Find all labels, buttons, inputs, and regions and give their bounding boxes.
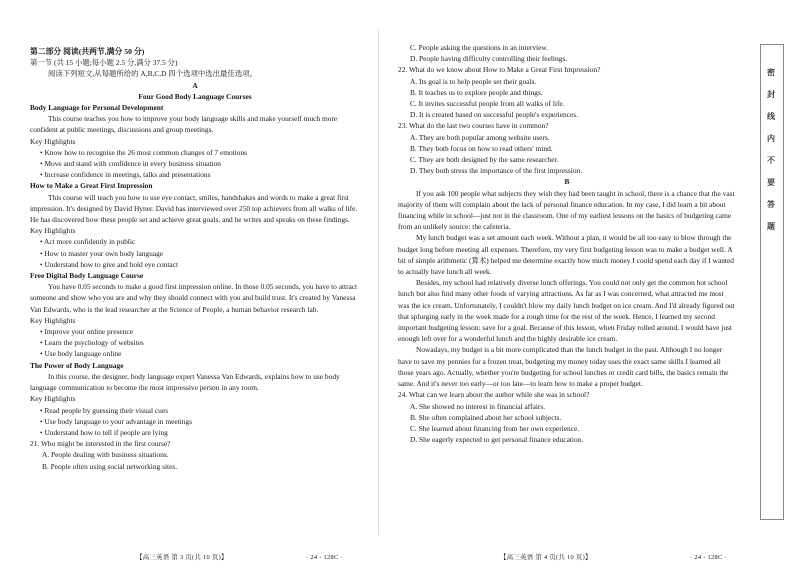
answer-option: B. It teaches us to explore people and things. <box>410 87 543 97</box>
course-title: The Power of Body Language <box>30 360 124 370</box>
highlight-item: • How to master your own body language <box>40 248 164 258</box>
passage-letter: B <box>564 177 570 187</box>
section-title: 第二部分 阅读(共两节,满分 50 分) <box>30 47 145 56</box>
answer-option: D. People having difficulty controlling their feelings. <box>410 54 568 64</box>
question-stem: 22. What do we know about How to Make a Great First Impression? <box>398 65 601 75</box>
page-footer-label: 【高三英语 第 3 页(共 10 页)】 <box>136 554 228 561</box>
passage-letter: A <box>192 80 198 90</box>
passage-paragraph: Nowadays, my budget is a bit more complicated than the lunch budget in the past. Although I no longer have to save my pennies for a frozen treat, budgeting my money today uses the exact same skills I learned all those years ago. Actually, whether you're budgeting for school lunches or credit card bills, the basics remain the same. And it's never too early—or too late—to learn how to make a proper budget. <box>398 345 729 389</box>
highlights-label: Key Highlights <box>30 315 76 325</box>
highlight-item: • Understand how to give and hold eye contact <box>40 259 179 269</box>
highlight-item: • Learn the psychology of websites <box>40 338 144 348</box>
left-page <box>30 0 360 472</box>
highlights-label: Key Highlights <box>30 226 76 236</box>
answer-option: B. They both focus on how to read others' mind. <box>410 143 553 153</box>
highlight-item: • Improve your online presence <box>40 327 133 337</box>
page-footer-code: · 24 - 128C · <box>690 554 727 561</box>
answer-option: C. People asking the questions in an interview. <box>410 43 549 52</box>
answer-option: D. They both stress the importance of the first impression. <box>410 166 583 176</box>
answer-option: A. They are both popular among website users. <box>410 132 550 142</box>
highlights-label: Key Highlights <box>30 394 76 404</box>
answer-option: C. It invites successful people from all walks of life. <box>410 99 565 109</box>
highlight-item: • Understand how to tell if people are lying <box>40 427 168 437</box>
highlight-item: • Use body language online <box>40 349 122 359</box>
passage-paragraph: If you ask 100 people what subjects they wish they had been taught in school, there is a chance that the vast majority of them will complain about the lack of personal finance education. In my case, I did learn a bit about financing while in school—just not in the classroom. One of my earliest lessons on the basics of budgeting came from an unlikely source: the cafeteria. <box>398 188 735 232</box>
answer-option: D. She eagerly expected to get personal finance education. <box>410 435 584 445</box>
highlight-item: • Know how to recognise the 26 most common changes of 7 emotions <box>40 147 248 157</box>
question-stem: 23. What do the last two courses have in common? <box>398 121 549 131</box>
highlight-item: • Act more confidently in public <box>40 237 136 247</box>
course-description: This course teaches you how to improve your body language skills and make yourself much more confident at public meetings, discussions and group meetings. <box>30 114 338 135</box>
course-description: This course will teach you how to use eye contact, smiles, handshakes and words to make a great first impression. It's designed by David Hyner. David has interviewed over 250 top achievers from all walks of life. He has discovered how these people set and achieve great goals, and he writes and speaks on these findings. <box>30 192 358 225</box>
highlight-item: • Use body language to your advantage in meetings <box>40 416 193 426</box>
subsection-title: 第一节 (共 15 小题;每小题 2.5 分,满分 37.5 分) <box>30 58 178 68</box>
answer-option: C. She learned about financing from her own experience. <box>410 423 580 433</box>
question-stem: 24. What can we learn about the author while she was in school? <box>398 390 590 400</box>
passage-title: Four Good Body Language Courses <box>138 91 252 101</box>
answer-option: B. People often using social networking sites. <box>42 461 178 471</box>
course-title: Free Digital Body Language Course <box>30 271 144 281</box>
highlight-item: • Read people by guessing their visual cues <box>40 405 168 415</box>
answer-option: B. She often complained about her school subjects. <box>410 412 562 422</box>
section-instruction: 阅读下列短文,从每题所给的 A,B,C,D 四个选项中选出最佳选项。 <box>48 69 257 79</box>
answer-option: A. Its goal is to help people set their goals. <box>410 76 537 86</box>
page-footer-code: · 24 - 128C · <box>306 554 343 561</box>
page-divider <box>378 30 379 535</box>
right-page <box>398 0 736 445</box>
answer-option: A. People dealing with business situations. <box>42 450 169 460</box>
highlights-label: Key Highlights <box>30 136 76 146</box>
answer-option: A. She showed no interest in financial affairs. <box>410 401 546 411</box>
answer-option: C. They are both designed by the same researcher. <box>410 155 559 165</box>
answer-option: D. It is created based on successful people's experiences. <box>410 110 578 120</box>
seal-line-text: 密 封 线 内 不 要 答 题 <box>767 68 775 231</box>
highlight-item: • Move and stand with confidence in every business situation <box>40 159 221 169</box>
highlight-item: • Increase confidence in meetings, talks and presentations <box>40 170 211 180</box>
question-stem: 21. Who might be interested in the first course? <box>30 439 171 449</box>
page-footer-label: 【高三英语 第 4 页(共 10 页)】 <box>500 554 592 561</box>
course-description: You have 0.05 seconds to make a good first impression online. In those 0.05 seconds, you have to attract someone and show who you are and why they should connect with you and build trust. It's created by Vanessa Van Edwards, who is the lead researcher at the Science of People, a human behavior research lab. <box>30 282 358 314</box>
passage-paragraph: Besides, my school had relatively diverse lunch offerings. You could not only get the common hot school lunch but also find many other foods of varying attractions. As far as I was concerned, what attracted me most was the ice cream. Unfortunately, I couldn't blow my daily lunch budget on ice cream. And I'd already figured out that splurging early in the week made for a rough time for the rest of the week. Hence, I learned my second important budgeting lesson: save for a goal. Because of this lesson, when Friday rolled around, I would have just enough left over for a wonderful lunch and the highly desirable ice cream. <box>398 278 735 344</box>
passage-paragraph: My lunch budget was a set amount each week. Without a plan, it would be all too easy to blow through the budget long before meeting all expenses. Therefore, my very first budgeting lesson was to make a budget well. A bit of simple arithmetic (算术) helped me determine exactly how much money I could spend each day if I wanted to actually have lunch all week. <box>398 233 734 277</box>
course-title: How to Make a Great First Impression <box>30 181 153 191</box>
course-description: In this course, the designer, body language expert Vanessa Van Edwards, explains how to use body language communication to become the most impressive person in any room. <box>30 371 340 393</box>
course-title: Body Language for Personal Development <box>30 103 164 113</box>
